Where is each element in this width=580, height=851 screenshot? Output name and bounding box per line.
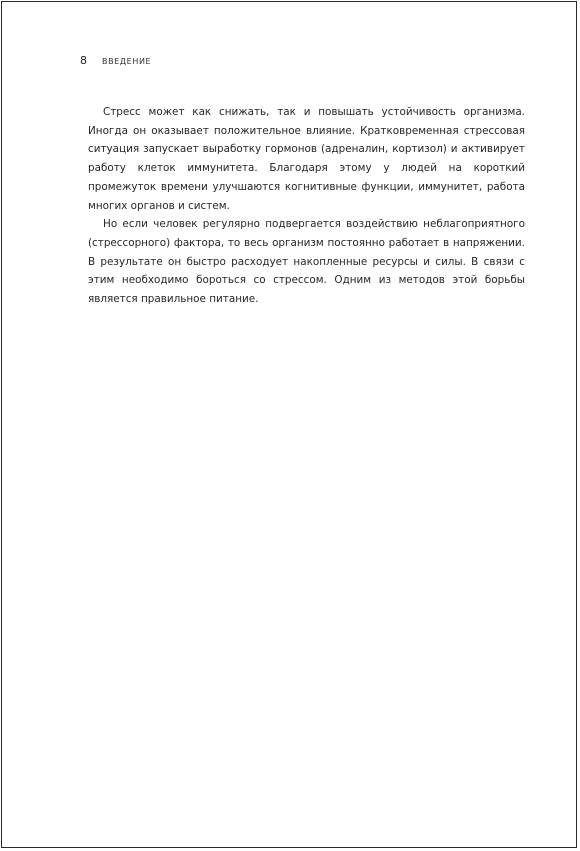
section-title: ВВЕДЕНИЕ bbox=[102, 57, 152, 66]
paragraph-1: Стресс может как снижать, так и повышать устойчивость организма. Иногда он оказывает положительное влияние. Кратковременная стрессовая ситуация запускает выработку гормонов (адреналин, кортизол) и активирует работу клеток иммунитета. Благодаря этому у людей на короткий промежуток времени улучшаются когнитивные функции, иммунитет, работа многих органов и систем. bbox=[88, 106, 525, 212]
body-text bbox=[88, 103, 525, 309]
page-number: 8 bbox=[80, 54, 87, 67]
running-head bbox=[80, 54, 151, 68]
paragraph-2: Но если человек регулярно подвергается воздействию неблагоприятного (стрессорного) фактора, то весь организм постоянно работает в напряжении. В результате он быстро расходует накопленные ресурсы и силы. В связи с этим необходимо бороться со стрессом. Одним из методов этой борьбы является правильное питание. bbox=[88, 218, 525, 306]
